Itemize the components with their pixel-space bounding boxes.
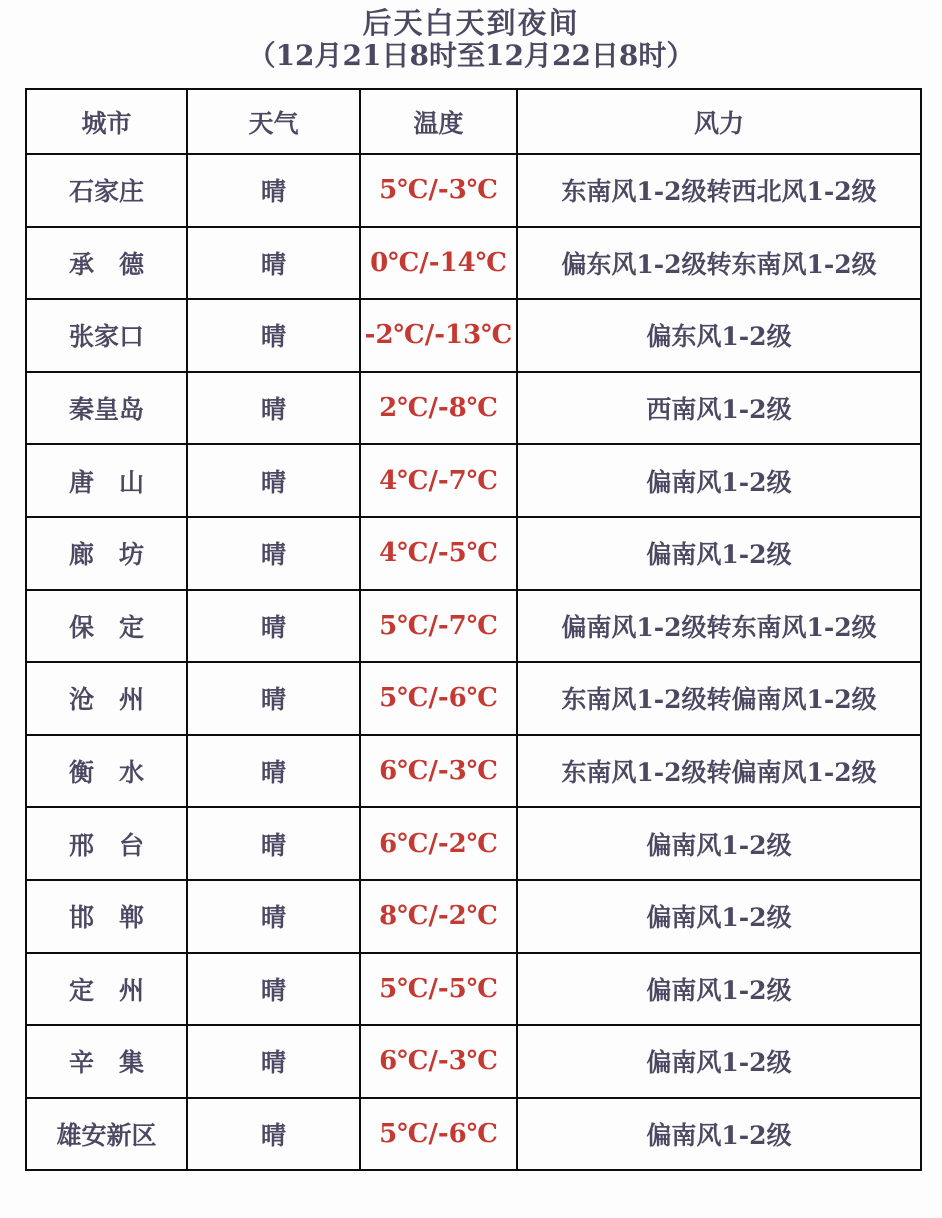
city-cell: 唐 山 (26, 444, 187, 517)
table-row (26, 372, 921, 445)
title-block (0, 0, 942, 71)
temperature-cell: 4℃/-5℃ (360, 517, 517, 590)
table-header (26, 89, 921, 154)
weather-cell: 晴 (187, 735, 360, 808)
weather-cell: 晴 (187, 372, 360, 445)
temperature-cell: 6℃/-3℃ (360, 1025, 517, 1098)
table-row (26, 227, 921, 300)
page-subtitle: （12月21日8时至12月22日8时） (247, 39, 695, 72)
table-row (26, 444, 921, 517)
city-cell: 石家庄 (26, 154, 187, 227)
table-row (26, 953, 921, 1026)
table-body (26, 154, 921, 1170)
weather-cell: 晴 (187, 807, 360, 880)
temperature-cell: 5℃/-6℃ (360, 662, 517, 735)
table-row (26, 517, 921, 590)
table-row (26, 1025, 921, 1098)
city-cell: 张家口 (26, 299, 187, 372)
temperature-cell: 5℃/-6℃ (360, 1098, 517, 1171)
wind-cell: 偏南风1-2级 (517, 1098, 921, 1171)
table-row (26, 299, 921, 372)
table-row (26, 154, 921, 227)
weather-cell: 晴 (187, 299, 360, 372)
temperature-cell: 2℃/-8℃ (360, 372, 517, 445)
wind-cell: 偏南风1-2级转东南风1-2级 (517, 590, 921, 663)
temperature-cell: 6℃/-3℃ (360, 735, 517, 808)
table-row (26, 662, 921, 735)
wind-cell: 偏南风1-2级 (517, 807, 921, 880)
weather-table (25, 88, 922, 1171)
city-cell: 雄安新区 (26, 1098, 187, 1171)
weather-cell: 晴 (187, 154, 360, 227)
city-cell: 沧 州 (26, 662, 187, 735)
table-row (26, 807, 921, 880)
weather-cell: 晴 (187, 662, 360, 735)
temperature-cell: 5℃/-3℃ (360, 154, 517, 227)
table-row (26, 880, 921, 953)
wind-cell: 偏东风1-2级转东南风1-2级 (517, 227, 921, 300)
column-header-temperature: 温度 (360, 89, 517, 154)
wind-cell: 西南风1-2级 (517, 372, 921, 445)
temperature-cell: 8℃/-2℃ (360, 880, 517, 953)
page-title: 后天白天到夜间 (362, 6, 580, 40)
weather-cell: 晴 (187, 590, 360, 663)
weather-cell: 晴 (187, 227, 360, 300)
column-header-city: 城市 (26, 89, 187, 154)
city-cell: 定 州 (26, 953, 187, 1026)
weather-cell: 晴 (187, 953, 360, 1026)
wind-cell: 东南风1-2级转偏南风1-2级 (517, 735, 921, 808)
wind-cell: 偏南风1-2级 (517, 1025, 921, 1098)
wind-cell: 东南风1-2级转偏南风1-2级 (517, 662, 921, 735)
column-header-wind: 风力 (517, 89, 921, 154)
table-row (26, 735, 921, 808)
city-cell: 秦皇岛 (26, 372, 187, 445)
table-row (26, 590, 921, 663)
city-cell: 廊 坊 (26, 517, 187, 590)
temperature-cell: 4℃/-7℃ (360, 444, 517, 517)
column-header-weather: 天气 (187, 89, 360, 154)
wind-cell: 偏南风1-2级 (517, 880, 921, 953)
temperature-cell: 6℃/-2℃ (360, 807, 517, 880)
temperature-cell: -2℃/-13℃ (360, 299, 517, 372)
header-row (26, 89, 921, 154)
temperature-cell: 0℃/-14℃ (360, 227, 517, 300)
temperature-cell: 5℃/-5℃ (360, 953, 517, 1026)
wind-cell: 偏南风1-2级 (517, 444, 921, 517)
city-cell: 邢 台 (26, 807, 187, 880)
weather-cell: 晴 (187, 444, 360, 517)
wind-cell: 偏南风1-2级 (517, 953, 921, 1026)
wind-cell: 东南风1-2级转西北风1-2级 (517, 154, 921, 227)
city-cell: 辛 集 (26, 1025, 187, 1098)
city-cell: 邯 郸 (26, 880, 187, 953)
city-cell: 承 德 (26, 227, 187, 300)
table-row (26, 1098, 921, 1171)
weather-cell: 晴 (187, 880, 360, 953)
city-cell: 衡 水 (26, 735, 187, 808)
wind-cell: 偏南风1-2级 (517, 517, 921, 590)
temperature-cell: 5℃/-7℃ (360, 590, 517, 663)
city-cell: 保 定 (26, 590, 187, 663)
wind-cell: 偏东风1-2级 (517, 299, 921, 372)
weather-cell: 晴 (187, 517, 360, 590)
weather-cell: 晴 (187, 1025, 360, 1098)
weather-cell: 晴 (187, 1098, 360, 1171)
